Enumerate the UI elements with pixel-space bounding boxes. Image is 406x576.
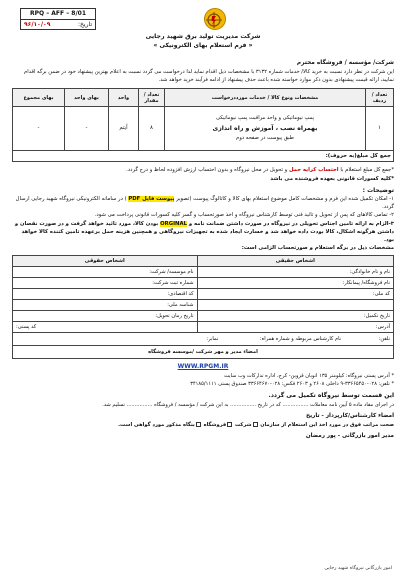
addressee: شرکت/ مؤسسه / فروشگاه محترم	[296, 60, 394, 66]
note-3-a: ۳-الزام به ارائه تامین اجناس تحویلی در نیروگاه در صورت داشتن ضمانت نامه و	[188, 220, 394, 227]
field-completion-date[interactable]: تاریخ تکمیل:	[197, 311, 393, 322]
organization-name: شرکت مدیریت تولید برق شهید رجایی	[145, 33, 261, 40]
website-link[interactable]: WWW.RPGM.IR	[177, 363, 229, 371]
header-spec: مشخصات ونوع کالا / خدمات مورددرخواست	[165, 89, 366, 107]
note-shipping-a: *جمع کل مبلغ استعلام با	[340, 167, 394, 174]
table-row	[13, 311, 394, 322]
form-code: RPQ – AFF – 8/01	[21, 9, 95, 20]
table-row	[13, 278, 394, 289]
field-empty[interactable]	[197, 300, 393, 311]
date-label: تاریخ:	[78, 20, 92, 28]
table-row	[13, 267, 394, 278]
total-in-words-label[interactable]: جمع کل مبلغ(به حروف):	[13, 151, 394, 162]
field-national-id[interactable]: شناسه ملی:	[13, 300, 198, 311]
items-header-row	[13, 89, 394, 107]
total-row	[13, 151, 394, 162]
table-row	[13, 322, 394, 333]
field-economic-code[interactable]: کد اقتصادی:	[13, 289, 198, 300]
checkbox-store-icon[interactable]	[227, 422, 232, 427]
notes-section	[12, 166, 394, 252]
info-header-legal: اشخاص حقوقی	[13, 256, 198, 267]
intro-paragraph: این شرکت در نظر دارد نسبت به خرید کالا/ خدمات شماره ۳۱۳۲ با مشخصات ذیل اقدام نماید لذا درخواست می گردد نسبت به اعلام بهترین پیشنهاد خود در ضمن برگه اقدام نمایید، ارائه قیمت پیشنهادی بدون ذکر موارد خواسته شده باعث حذف پیشنهاد از ادامه فرآیند خرید خواهد شد.	[24, 69, 394, 83]
field-phone: تلفن:	[378, 336, 390, 343]
cell-spec	[165, 107, 366, 151]
table-row	[13, 300, 394, 311]
note-2: ۲- تمامی کالاهای که پس از تحویل و تائید فنی توسط کارشناس نیروگاه و اخذ صورتحساب و گسر کلیه کسورات قانونی پرداخت می شود.	[94, 212, 394, 219]
field-store-name[interactable]: نام فروشگاه/ پیمانکار:	[197, 278, 393, 289]
field-address[interactable]: آدرس:	[197, 322, 393, 333]
note-shipping-b: و تحویل در محل نیروگاه و بدون احتساب ارزش افزوده لحاظ و درج گردد.	[126, 167, 288, 174]
supplier-info-table	[12, 255, 394, 359]
field-signature[interactable]: امضاء مدیر و مهر شرکت /موسسه فروشگاه	[13, 346, 394, 359]
spec-line-2: بهمراه نصب ، آموزش و راه اندازی	[212, 125, 318, 133]
confirmation-line	[12, 421, 394, 429]
table-row	[13, 289, 394, 300]
field-full-name[interactable]: نام و نام خانوادگی:	[197, 267, 393, 278]
field-registration-number[interactable]: شماره ثبت شرکت:	[13, 278, 198, 289]
confirm-text-b: مذکور مورد گواهی است.	[118, 421, 182, 428]
table-row	[13, 333, 394, 346]
cell-unit: آیتم	[109, 107, 139, 151]
note-shipping-highlight: احتساب کرایه حمل	[288, 167, 339, 174]
note-shipping	[12, 166, 394, 174]
confirm-option-company: شرکت	[234, 421, 252, 428]
field-contact[interactable]	[13, 333, 394, 346]
office-use-title: این قسمت توسط نیروگاه تکمیل می گردد.	[268, 392, 394, 400]
table-row	[13, 346, 394, 359]
field-expert: نام کارشناس مربوطه و شماره همراه:	[259, 336, 342, 343]
spec-line-3: طبق پیوست در صفحه دوم	[236, 135, 294, 142]
cell-qty: ۸	[139, 107, 165, 151]
phone-numbers: * تلفن: ۰۲۸-۳۳۶۶۵۴۵۰-۹ داخلی ۲۶۰۸ و ۲۶۰۳ فکس: ۰۲۸-۳۳۶۶۴۶۷۰ صندوق پستی ۳۴۱۸۵/۱۱۱۱	[190, 381, 394, 388]
items-table	[12, 88, 394, 162]
spec-line-1: پمپ نیوماتیکی و واحد مراقبت پمپ نیوماتیکی	[215, 114, 315, 121]
form-title: « فرم استعلام بهای الکترونیکی »	[153, 42, 253, 49]
expert-signature: امضاء کارشناس/کارپرداز - تاریخ	[306, 413, 394, 420]
office-use-text: در اجرای مفاد ماده ۵ آیین نامه معاملات ................ که در تاریخ ................ به این شرکت / مؤسسه / فروشگاه ................ تسلیم شد.	[102, 401, 394, 408]
checkbox-agency-icon[interactable]	[196, 422, 201, 427]
page-footer-note: امور بازرگانی نیروگاه شهید رجایی	[324, 566, 392, 572]
header-total-price: بهای مجموع	[13, 89, 65, 107]
postal-address: * آدرس پستی نیروگاه: کیلومتر ۱۳۵ اتوبان قزوین- کرج، اداره تدارکات وب سایت	[224, 373, 394, 380]
form-code-box	[20, 8, 96, 30]
note-3-highlight: ORGINAL	[160, 220, 187, 227]
confirm-option-store: فروشگاه	[203, 421, 227, 428]
note-3-b: بودن کالا، مورد تائید خواهد گرفت و در صورت نقصان و داشتن هرگونه اشکال، کالا بودت داده خواهد شد و خسارت ایجاد شده به تجهیزات نیروگاهی و همچنین هزینه حمل برعهده تامین کننده کالا خواهد بود.	[14, 220, 394, 244]
field-delivery-date[interactable]: تاریخ زمان تحویل:	[13, 311, 198, 322]
note-1	[12, 195, 394, 211]
header-unit: واحد	[109, 89, 139, 107]
cell-total-price[interactable]: -	[13, 107, 65, 151]
header-qty: تعداد / مقدار	[139, 89, 165, 107]
header-index: تعداد / ردیف	[366, 89, 394, 107]
form-header	[12, 6, 394, 58]
note-1-a: ۱- امکان تکمیل شده این فرم و مشخصات کامل موضوع استعلام بهای کالا و کاتالوگ پیوست (تصویر	[176, 196, 394, 202]
field-company-name[interactable]: نام موسسه/ شرکت:	[13, 267, 198, 278]
note-4: مشخصات ذیل در برگه استعلام و صورتحساب الزامی است:	[241, 245, 394, 252]
footer-section	[12, 362, 394, 441]
date-value: ۹۶/۱۰/۰۹	[24, 20, 51, 28]
note-deductions: *کلیه کسورات قانونی بعهده فروشنده می باشد	[270, 175, 394, 182]
header-unit-price: بهای واحد	[65, 89, 109, 107]
field-postcode[interactable]: کد پستی:	[13, 322, 198, 333]
info-header-row	[13, 256, 394, 267]
info-header-real: اشخاص حقیقی	[197, 256, 393, 267]
confirm-text-a: صحت مراتب فوق در مورد اخذ این استعلام از سازمان	[260, 421, 394, 428]
note-3	[12, 220, 394, 245]
cell-unit-price[interactable]: -	[65, 107, 109, 151]
table-row	[13, 107, 394, 151]
notes-title: توضیحات :	[362, 186, 394, 194]
cell-index: ۱	[366, 107, 394, 151]
confirm-option-agency: بنگاه	[182, 421, 195, 428]
logo-emblem-icon	[203, 9, 225, 31]
note-1-b: ) در سامانه الکترونیکی نیروگاه شهید رجایی ارسال گردد.	[15, 196, 394, 211]
note-1-highlight: پیوست فایل PDF	[128, 196, 175, 202]
manager-signature: مدیر امور بازرگانی - پور رمضان	[305, 433, 394, 440]
checkbox-company-icon[interactable]	[253, 422, 258, 427]
field-national-code[interactable]: کد ملی:	[197, 289, 393, 300]
form-date	[21, 20, 95, 30]
company-logo-icon	[204, 8, 226, 30]
field-fax: نمابر:	[206, 336, 219, 343]
